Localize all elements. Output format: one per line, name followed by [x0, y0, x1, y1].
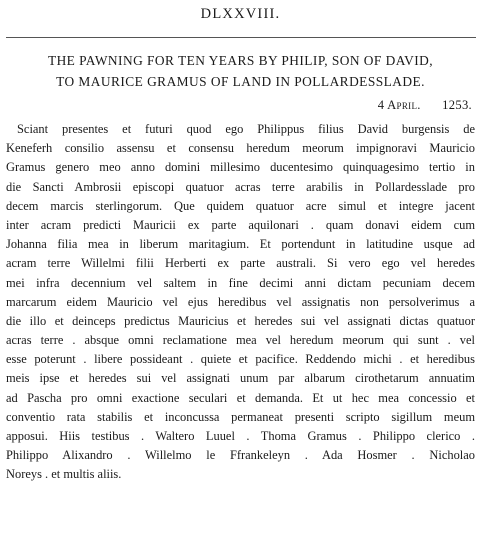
- body-line: Noreys . et multis aliis.: [6, 467, 122, 482]
- body-line: esse poterunt . libere possideant . quiete et pacifice. Reddendo michi . et heredibus: [6, 352, 475, 367]
- body-line: die illo et deinceps predictus Mauricius et heredes sui vel assignati dictas quatuor: [6, 313, 475, 328]
- body-line: die Sancti Ambrosii episcopi quatuor acras terre arabilis in Pollardesslade pro: [6, 179, 475, 194]
- body-line: mei infra decennium vel saltem in fine decimi anni dictam pecuniam decem: [6, 275, 475, 290]
- body-line: inter acram predicti Mauricii ex parte aquilonari . quam donavi eidem cum: [6, 217, 475, 232]
- charter-number: DLXXVIII.: [200, 6, 281, 22]
- body-line: ad Pascha pro omni exactione seculari et demanda. Et ut hec mea concessio et: [6, 390, 475, 405]
- charter-title: [0, 50, 481, 92]
- charter-body: [6, 120, 475, 485]
- charter-date: [378, 98, 472, 113]
- body-line: Johanna filia mea in liberum maritagium. Et portendunt in latitudine usque ad: [6, 237, 475, 252]
- charter-title-line-1: THE PAWNING FOR TEN YEARS BY PHILIP, SON OF DAVID,: [47, 53, 434, 68]
- body-line: Gramus genero meo anno domini millesimo ducentesimo quinquagesimo tertio in: [6, 160, 475, 175]
- body-line: acras terre . absque omni reclamatione mea vel heredum meorum qui sunt . vel: [6, 333, 475, 348]
- body-line: decem marcis sterlingorum. Que quidem quatuor acre simul et integre jacent: [6, 198, 475, 213]
- body-line: Sciant presentes et futuri quod ego Philippus filius David burgensis de: [17, 122, 475, 136]
- charter-date-year: 1253.: [442, 98, 472, 112]
- charter-date-day-month: 4 April.: [377, 98, 421, 112]
- body-line: conventio rata stabilis et inconcussa permaneat presenti scripto sigillum meum: [6, 409, 475, 424]
- charter-title-line-2: TO MAURICE GRAMUS OF LAND IN POLLARDESSLADE.: [56, 74, 425, 89]
- body-line: Philippo Alixandro . Willelmo le Ffrankeleyn . Ada Hosmer . Nicholao: [6, 448, 475, 463]
- body-line: marcarum eidem Mauricio vel ejus heredibus vel assignatis non persolverimus a: [6, 294, 475, 309]
- body-line: Keneferh consilio assensu et consensu heredum meorum impignoravi Mauricio: [6, 141, 475, 156]
- title-rule: [6, 37, 476, 38]
- body-line: apposui. Hiis testibus . Waltero Luuel . Thoma Gramus . Philippo clerico .: [6, 429, 475, 443]
- body-line: meis ipse et heredes sui vel assignati unum par albarum cirothetarum annuatim: [6, 371, 475, 386]
- body-line: acram terre Willelmi filii Herberti ex parte australi. Si vero ego vel heredes: [6, 256, 475, 271]
